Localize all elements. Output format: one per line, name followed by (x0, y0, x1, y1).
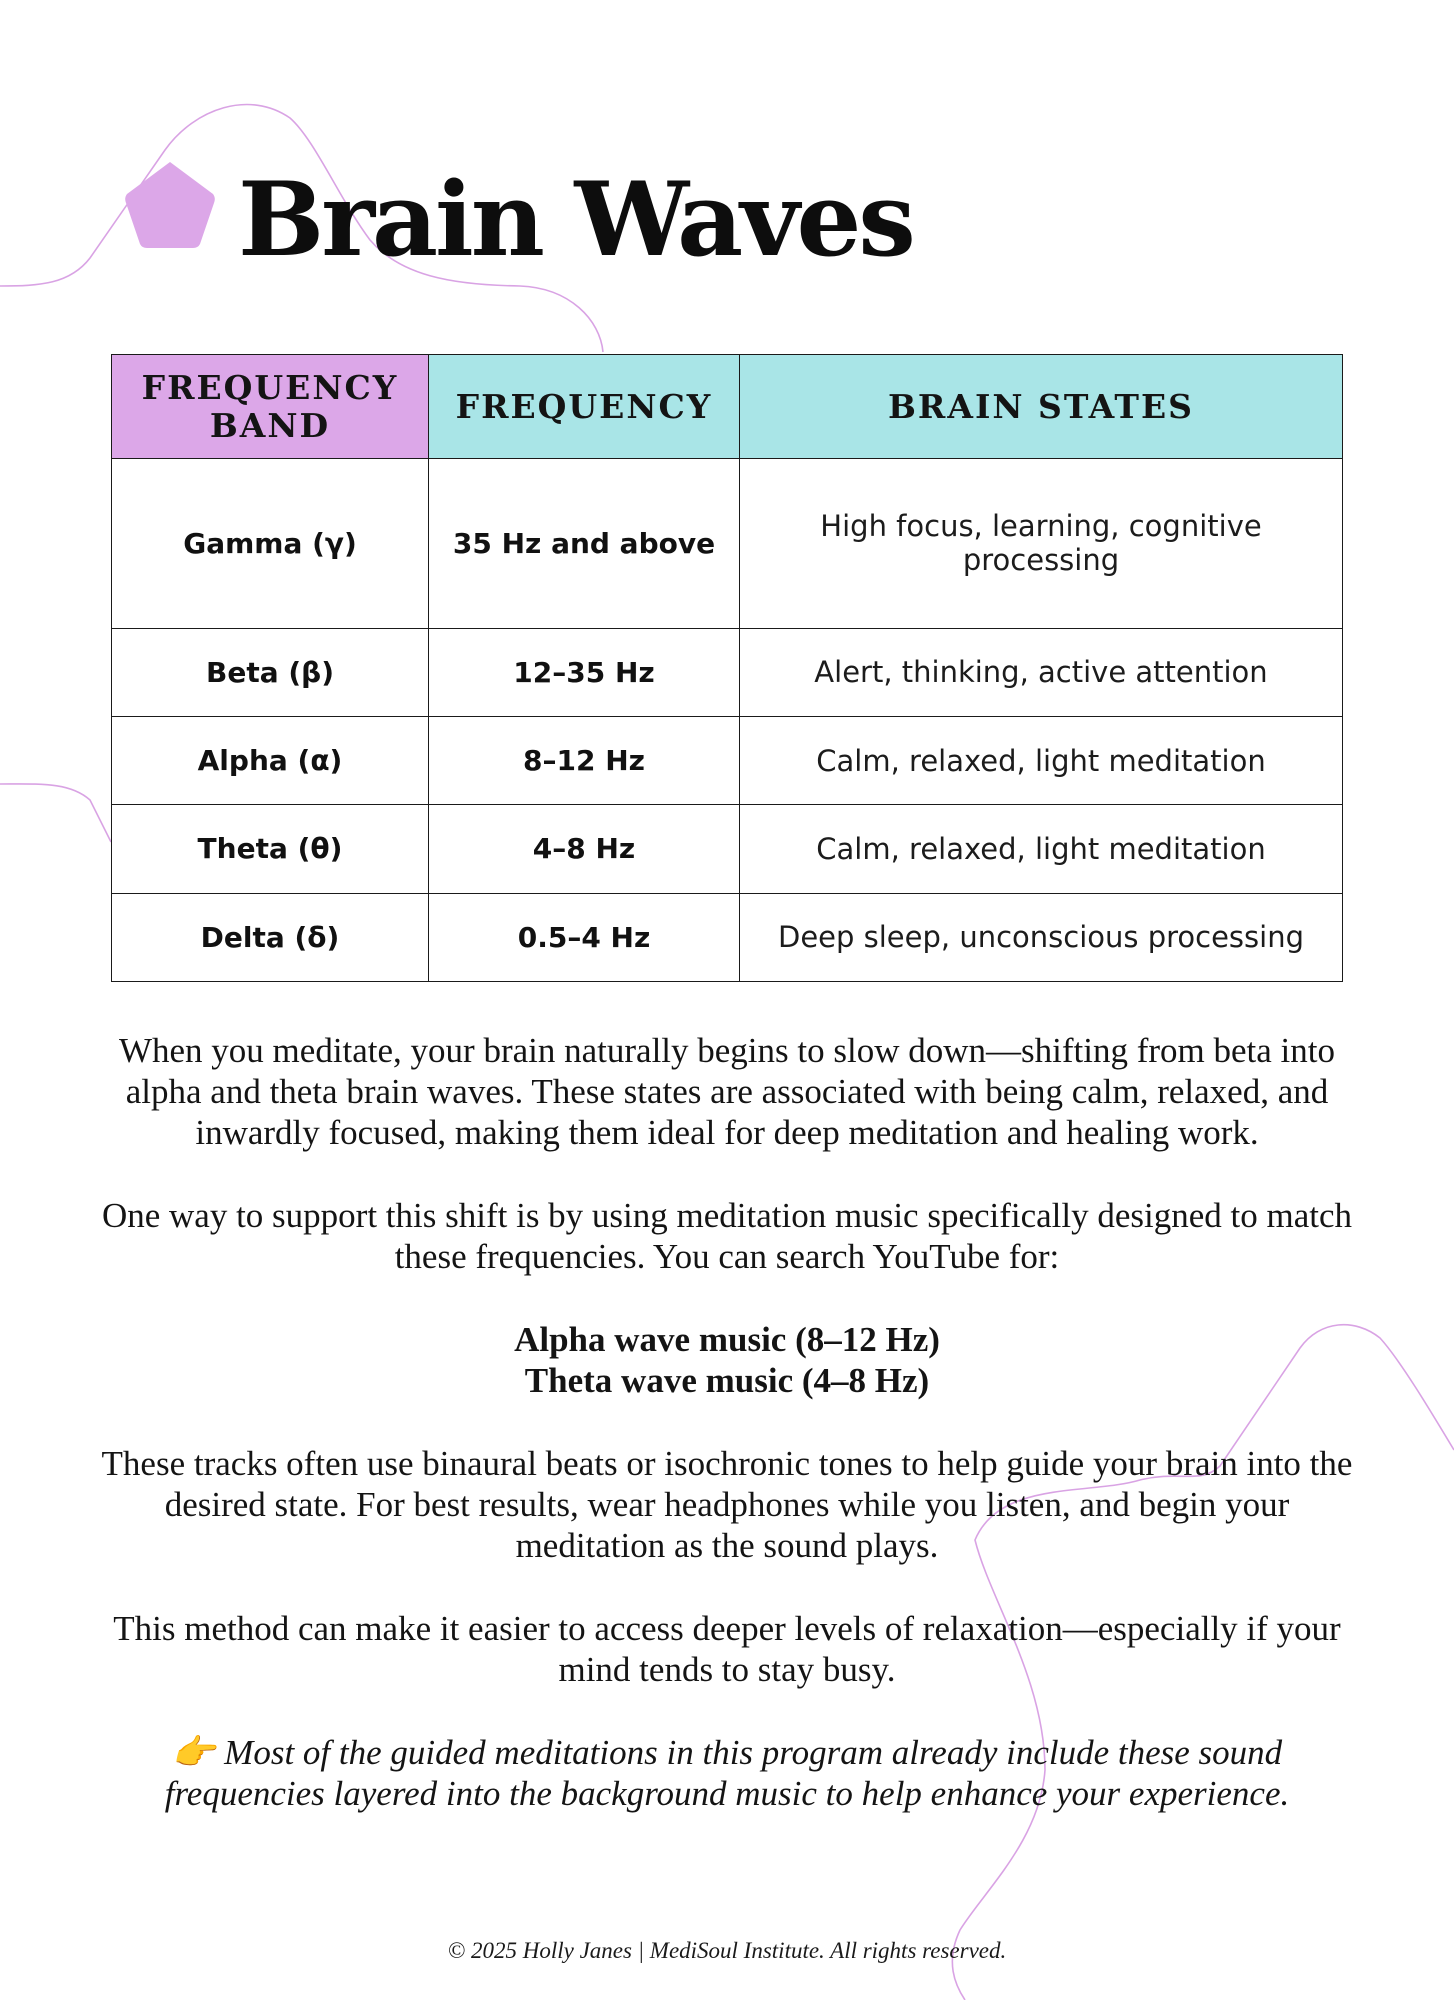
header-brain-states: BRAIN STATES (740, 355, 1343, 459)
frequency-cell: 0.5–4 Hz (429, 893, 740, 981)
header-frequency: FREQUENCY (429, 355, 740, 459)
table-row (112, 716, 1343, 804)
tracks-paragraph: These tracks often use binaural beats or isochronic tones to help guide your brain into the desired state. For best results, wear headphones while you listen, and begin your meditation as the sound plays. (101, 1444, 1353, 1565)
band-cell: Alpha (α) (112, 716, 429, 804)
frequency-cell: 4–8 Hz (429, 805, 740, 893)
table-row (112, 628, 1343, 716)
pentagon-icon (120, 156, 220, 256)
frequency-table (111, 354, 1343, 982)
music-list-item: Alpha wave music (8–12 Hz) (514, 1320, 940, 1359)
table-row (112, 459, 1343, 629)
band-cell: Delta (δ) (112, 893, 429, 981)
title-row (120, 150, 913, 290)
header-frequency-band: FREQUENCY BAND (112, 355, 429, 459)
note-text: Most of the guided meditations in this program already include these sound frequencies layered into the background music to help enhance your experience. (164, 1733, 1290, 1813)
band-cell: Theta (θ) (112, 805, 429, 893)
left-wave-line (0, 784, 111, 842)
table-row (112, 893, 1343, 981)
body-text (100, 1030, 1354, 1856)
note-paragraph (100, 1732, 1354, 1814)
music-list (100, 1319, 1354, 1401)
table-header-row (112, 355, 1343, 459)
music-list-item: Theta wave music (4–8 Hz) (524, 1361, 930, 1400)
page-title: Brain Waves (238, 160, 913, 280)
frequency-cell: 8–12 Hz (429, 716, 740, 804)
frequency-cell: 12–35 Hz (429, 628, 740, 716)
states-cell: Calm, relaxed, light meditation (740, 716, 1343, 804)
copyright-footer: © 2025 Holly Janes | MediSoul Institute. All rights reserved. (447, 1938, 1007, 1963)
states-cell: Calm, relaxed, light meditation (740, 805, 1343, 893)
support-paragraph: One way to support this shift is by using meditation music specifically designed to match these frequencies. You can search YouTube for: (101, 1196, 1353, 1276)
states-cell: Alert, thinking, active attention (740, 628, 1343, 716)
intro-paragraph: When you meditate, your brain naturally begins to slow down—shifting from beta into alpha and theta brain waves. These states are associated with being calm, relaxed, and inwardly focused, making them ideal for deep meditation and healing work. (118, 1031, 1335, 1152)
frequency-cell: 35 Hz and above (429, 459, 740, 629)
band-cell: Gamma (γ) (112, 459, 429, 629)
states-cell: High focus, learning, cognitive processing (740, 459, 1343, 629)
band-cell: Beta (β) (112, 628, 429, 716)
table-row (112, 805, 1343, 893)
pointing-hand-icon: 👉 (171, 1733, 216, 1772)
states-cell: Deep sleep, unconscious processing (740, 893, 1343, 981)
method-paragraph: This method can make it easier to access deeper levels of relaxation—especially if your mind tends to stay busy. (113, 1609, 1341, 1689)
